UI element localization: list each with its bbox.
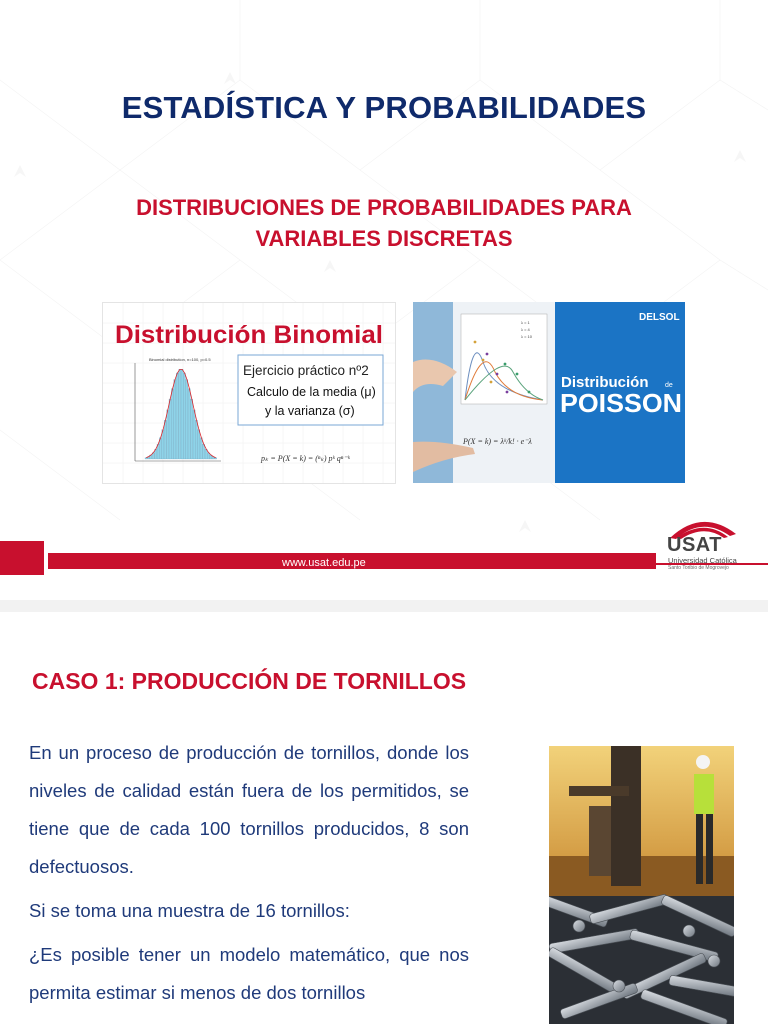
slide-title: ESTADÍSTICA Y PROBABILIDADES <box>121 90 647 125</box>
histogram-bar <box>145 458 147 459</box>
poisson-brand: DELSOL <box>639 312 680 323</box>
histogram-bar <box>203 444 205 459</box>
histogram-bar <box>195 420 197 459</box>
histogram-bar <box>191 399 193 459</box>
histogram-bar <box>186 380 188 459</box>
poisson-label-de: de <box>665 382 673 389</box>
usat-logo-text: USAT <box>667 534 722 556</box>
industrial-photo <box>549 746 734 1024</box>
exercise-line-1: Ejercicio práctico nº2 <box>243 363 369 378</box>
poisson-plot <box>461 314 547 404</box>
histogram-bar <box>164 420 166 459</box>
poisson-legend-2: λ = 4 <box>521 327 530 332</box>
binomial-heading: Distribución Binomial <box>115 321 383 349</box>
poisson-legend-1: λ = 1 <box>521 320 530 325</box>
footer-bar <box>0 541 768 575</box>
case-paragraph-2: Si se toma una muestra de 16 tornillos: <box>29 900 350 921</box>
histogram-bar <box>174 380 176 459</box>
histogram-bar <box>169 399 171 459</box>
case-paragraph-3: ¿Es posible tener un modelo matemático, que nos permita estimar si menos de dos tornillos <box>29 944 469 1003</box>
poisson-graphic <box>413 302 685 483</box>
subtitle-line-2: VARIABLES DISCRETAS <box>255 226 513 251</box>
photo-graphic <box>549 746 734 1024</box>
exercise-line-2: Calculo de la media (μ) <box>247 385 376 399</box>
case-slide <box>0 612 768 1024</box>
histogram-bar <box>176 373 178 459</box>
histogram-bar <box>162 430 164 459</box>
histogram-bar <box>181 369 183 459</box>
case-body <box>29 734 469 1018</box>
subtitle-line-1: DISTRIBUCIONES DE PROBABILIDADES PARA <box>136 195 632 220</box>
worker-vest <box>694 774 714 814</box>
histogram-bar <box>167 410 169 459</box>
histogram-bar <box>179 369 181 459</box>
poisson-label-2: POISSON <box>560 388 682 418</box>
binomial-distribution-image <box>102 302 396 484</box>
histogram-bar <box>183 373 185 459</box>
poisson-label-1: Distribución <box>561 374 649 391</box>
histogram-bar <box>171 389 173 459</box>
slide-subtitle <box>60 192 708 254</box>
histogram-bar <box>188 389 190 459</box>
exercise-line-3: y la varianza (σ) <box>265 404 355 418</box>
usat-logo-subtitle: Universidad Católica <box>668 556 737 565</box>
binomial-graphic <box>103 303 395 483</box>
case-paragraph-1: En un proceso de producción de tornillos, donde los niveles de calidad están fuera de los permitidos, se tiene que de cada 100 tornillos producidos, 8 son defectuosos. <box>29 742 469 877</box>
binomial-chart-caption: Binomial distribution, n=100, p=0.5 <box>149 357 211 362</box>
drill-rig <box>611 746 641 886</box>
poisson-legend-3: λ = 10 <box>521 334 533 339</box>
poisson-distribution-image <box>413 302 685 483</box>
case-title: CASO 1: PRODUCCIÓN DE TORNILLOS <box>32 668 467 694</box>
usat-logo-subtitle-2: Santo Toribio de Mogrovejo <box>668 565 729 571</box>
histogram-bar <box>200 438 202 459</box>
histogram-bar <box>193 410 195 459</box>
histogram-bar <box>198 430 200 459</box>
binomial-formula: pₖ = P(X = k) = (ⁿₖ) pᵏ qⁿ⁻ᵏ <box>261 454 350 463</box>
poisson-formula: P(X = k) = λᵏ/k! · e⁻λ <box>463 437 532 446</box>
footer-url: www.usat.edu.pe <box>282 557 366 569</box>
